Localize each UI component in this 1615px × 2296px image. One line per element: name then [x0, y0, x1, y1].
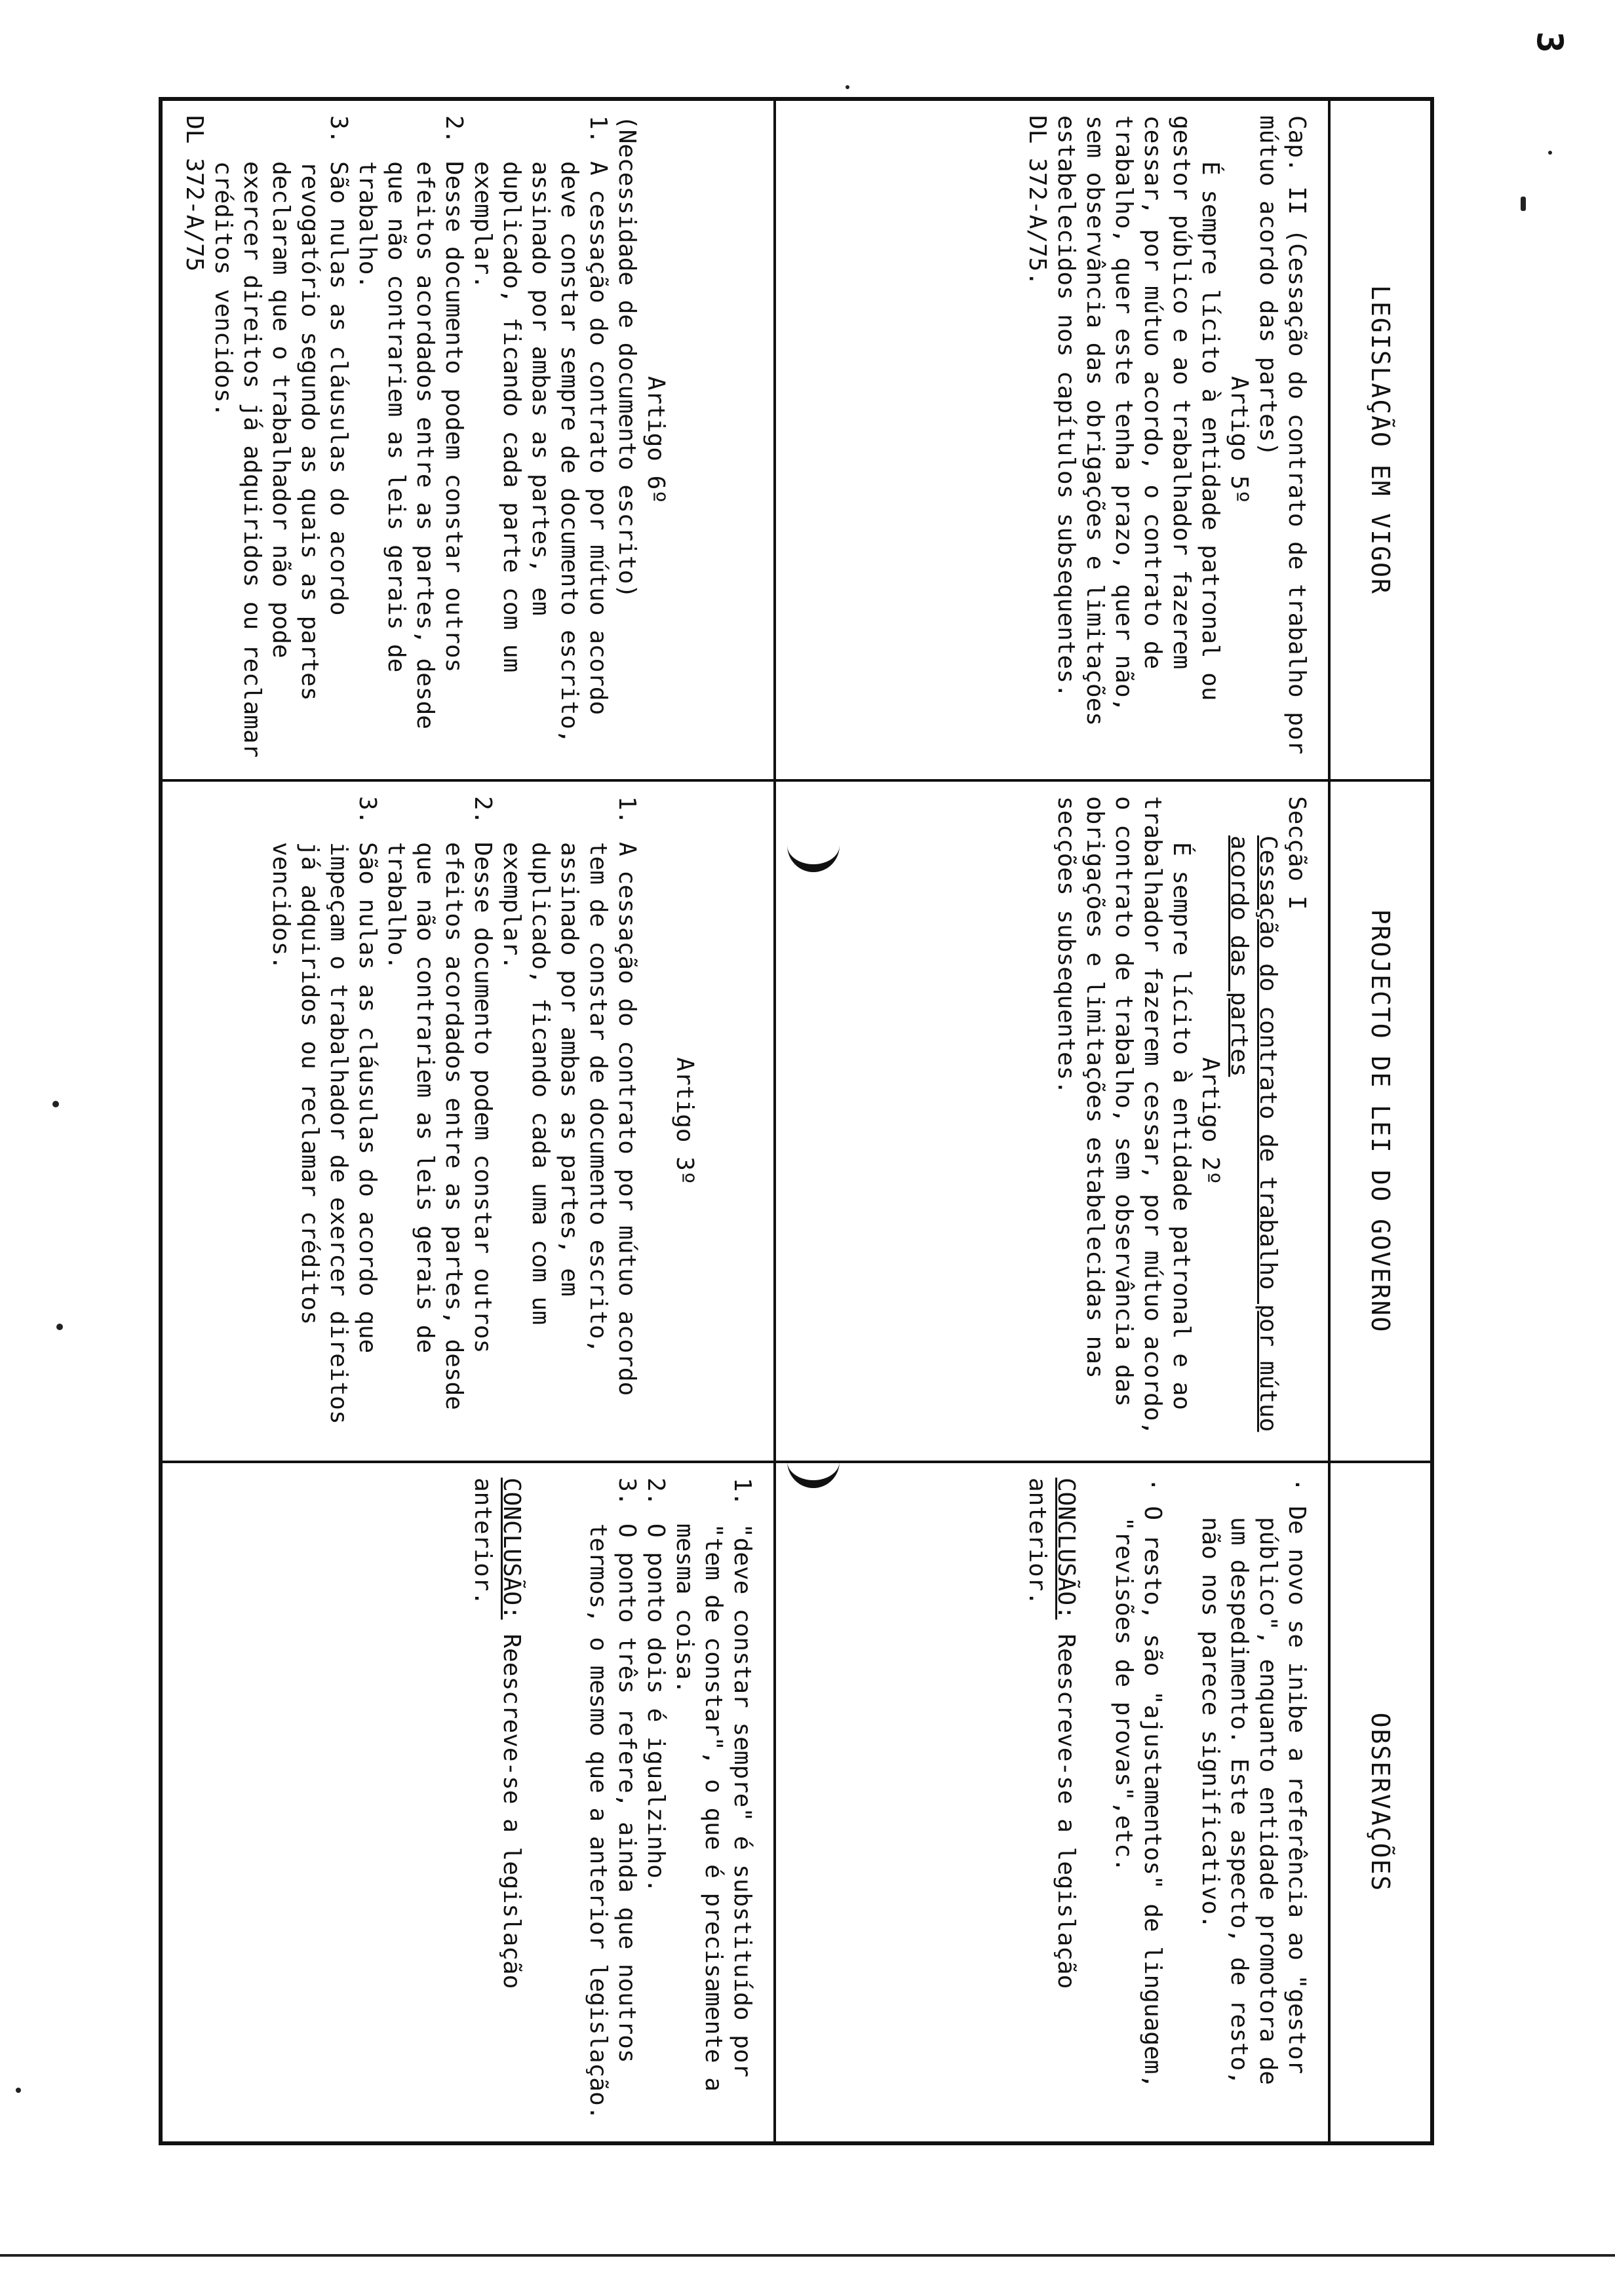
scan-speck: [1521, 197, 1526, 211]
table-row: [161, 99, 775, 2143]
law-cell: [775, 99, 1329, 780]
observation-text: De novo se inibe a referência ao "gestor público", enquanto entidade promotora de um despedimento. Este aspecto, de resto, não nos parece significativo.: [1197, 1506, 1310, 2085]
project-section: Secção I: [1283, 796, 1310, 910]
item-text: "deve constar sempre" é substituído por "tem de constar", o que é precisamente a mesma coisa.: [671, 1523, 756, 2092]
header-project: PROJECTO DE LEI DO GOVERNO: [1329, 780, 1432, 1462]
project-article: Artigo 2º: [1197, 1057, 1224, 1185]
scan-speck: [56, 1324, 63, 1330]
observations-cell: [775, 1462, 1329, 2143]
law-reference: DL 372-A/75: [181, 115, 208, 272]
list-item: [670, 1478, 756, 2127]
header-observations: OBSERVAÇÕES: [1329, 1462, 1432, 2143]
item-number: 2.: [469, 796, 496, 825]
item-text: São nulas as cláusulas do acordo que impeçam o trabalhador de exercer direitos já adquiridos ou reclamar créditos vencidos.: [267, 842, 381, 1425]
list-item: [381, 796, 497, 1446]
comparison-table: [159, 97, 1434, 2145]
item-number: 2.: [642, 1478, 669, 1506]
law-article: Artigo 6º: [642, 375, 669, 505]
item-text: São nulas as cláusulas do acordo revogatório segundo as quais as partes declaram que o trabalhador não pode exercer direitos já adquiridos ou reclamar créditos vencidos.: [210, 161, 352, 758]
list-item: [641, 1478, 670, 2127]
item-number: 3.: [325, 115, 352, 144]
table-row: [775, 99, 1329, 2143]
scan-speck: [846, 85, 849, 89]
item-text: Desse documento podem constar outros efeitos acordados entre as partes, desde que não contrariem as leis gerais de trabalho.: [354, 161, 467, 729]
observations-cell: [161, 1462, 775, 2143]
item-text: A cessação do contrato por mútuo acordo tem de constar de documento escrito, assinado por ambas as partes, em duplicado, ficando cada uma com um exemplar.: [498, 842, 640, 1396]
item-number: 3.: [613, 1478, 640, 1506]
law-body: É sempre lícito à entidade patronal ou gestor público e ao trabalhador fazerem cessar, por mútuo acordo, o contrato de trabalho, quer este tenha prazo, quer não, sem observância das obrigações e limitações estabelecidos nos capítulos subsequentes.: [1053, 115, 1224, 726]
observation-item: · De novo se inibe a referência ao "gestor público", enquanto entidade promotora de um despedimento. Este aspecto, de resto, não nos parece significativo.: [1197, 1478, 1310, 2085]
law-article: Artigo 5º: [1226, 375, 1253, 505]
scan-speck: [52, 1101, 59, 1107]
header-legislation: LEGISLAÇÃO EM VIGOR: [1329, 99, 1432, 780]
project-article: Artigo 3º: [671, 1057, 698, 1185]
item-text: A cessação do contrato por mútuo acordo deve constar sempre de documento escrito, assinado por ambas as partes, em duplicado, ficando cada parte com um exemplar.: [469, 161, 612, 744]
list-item: [266, 796, 381, 1446]
header-row: [1329, 99, 1432, 2143]
item-number: 2.: [440, 115, 467, 144]
item-number: 3.: [354, 796, 381, 825]
item-text: O ponto dois é igualzinho.: [642, 1523, 669, 1893]
observation-item: · O resto, são "ajustamentos" de linguagem, "revisões de provas",etc.: [1110, 1478, 1166, 2088]
conclusion-text: Reescreve-se a legislação anterior.: [469, 1478, 525, 1989]
list-item: [468, 115, 612, 765]
list-item: [208, 115, 353, 765]
observation-text: O resto, são "ajustamentos" de linguagem, "revisões de provas",etc.: [1110, 1506, 1166, 2088]
list-item: [497, 796, 641, 1446]
page-number: 3: [1529, 31, 1570, 53]
item-number: 1.: [585, 115, 612, 144]
scan-speck: [16, 2088, 21, 2093]
conclusion-label: CONCLUSÃO:: [498, 1478, 525, 1620]
project-body: É sempre lícito à entidade patronal e ao trabalhador fazerem cessar, por mútuo acordo, o contrato de trabalho, sem observância das obrigações e limitações estabelecidas nas secções subsequentes.: [1053, 796, 1195, 1436]
project-section-title: Cessação do contrato de trabalho por mútuo acordo das partes: [1226, 835, 1281, 1432]
conclusion: [468, 1478, 526, 2127]
law-cell: [161, 99, 775, 780]
item-number: 1.: [729, 1478, 756, 1506]
law-chapter: Cap. II (Cessação do contrato de trabalho por mútuo acordo das partes): [1255, 115, 1310, 755]
law-subtitle: (Necessidade de documento escrito): [613, 115, 640, 598]
list-item: [353, 115, 468, 765]
item-text: O ponto três refere, ainda que noutros termos, o mesmo que a anterior legislação.: [585, 1523, 640, 2120]
conclusion: [1022, 1478, 1080, 2127]
conclusion-text: Reescreve-se a legislação anterior.: [1024, 1478, 1080, 1989]
item-number: 1.: [613, 796, 640, 825]
list-item: [583, 1478, 641, 2127]
bottom-rule: [0, 2254, 1615, 2257]
project-cell: [161, 780, 775, 1462]
scan-speck: [1548, 151, 1552, 155]
law-reference: DL 372-A/75.: [1024, 115, 1051, 286]
item-text: Desse documento podem constar outros efeitos acordados entre as partes, desde que não contrariem as leis gerais de trabalho.: [383, 842, 496, 1410]
conclusion-label: CONCLUSÃO:: [1053, 1478, 1080, 1620]
project-cell: [775, 780, 1329, 1462]
rotated-content: [176, 97, 1434, 2141]
